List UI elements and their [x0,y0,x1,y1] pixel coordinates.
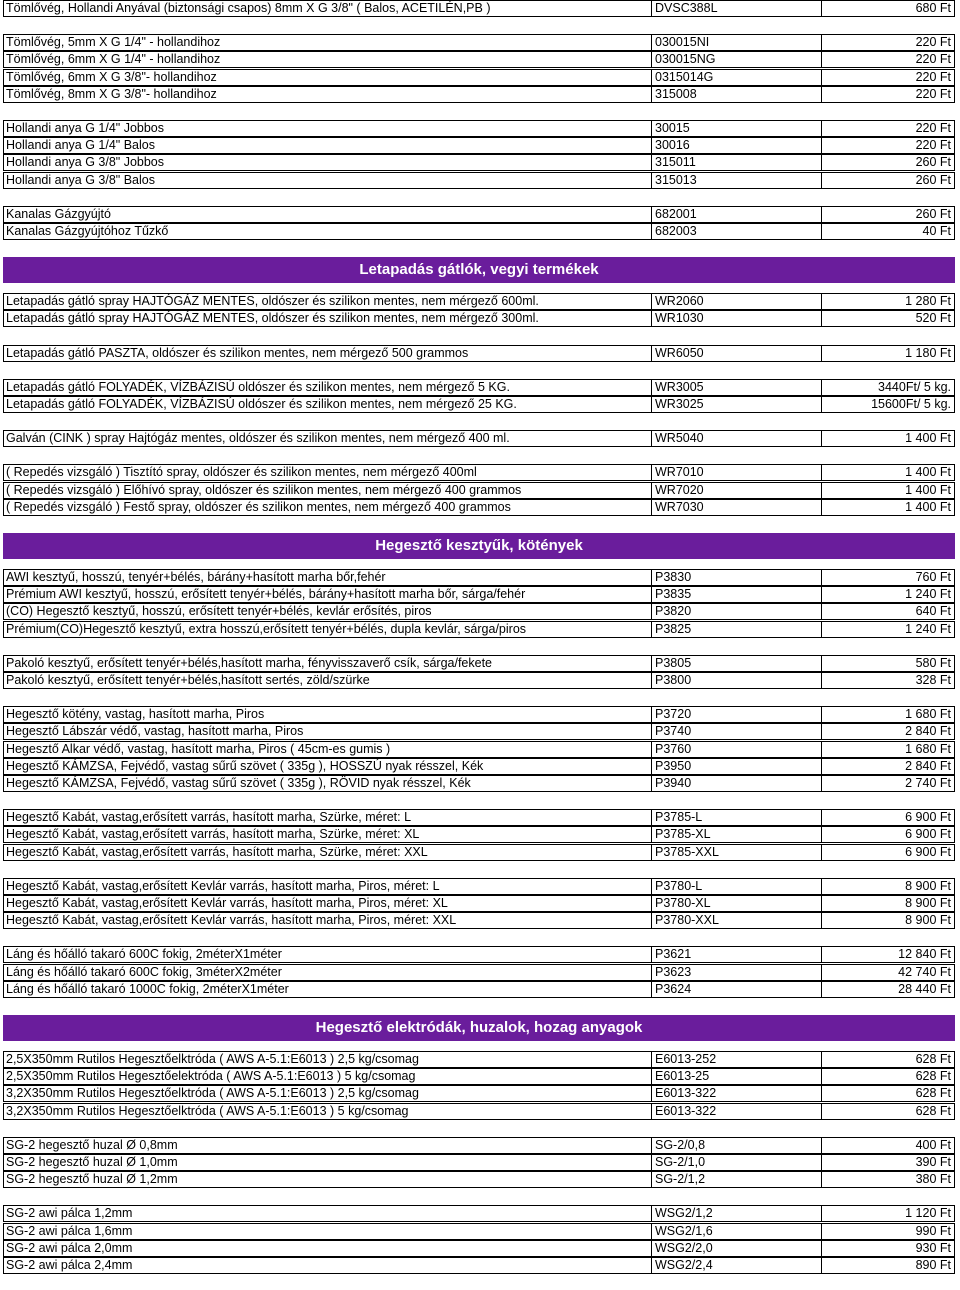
table-row [3,51,955,68]
section-header: Hegesztő elektródák, huzalok, hozag anyagok [3,1015,955,1041]
product-name-cell: Hollandi anya G 3/8" Balos [4,173,652,188]
product-name-cell: SG-2 hegesztő huzal Ø 1,2mm [4,1172,652,1187]
table-row [3,137,955,154]
product-name-cell: Pakoló kesztyű, erősített tenyér+bélés,hasított sertés, zöld/szürke [4,673,652,688]
product-name-cell: Hegesztő Lábszár védő, vastag, hasított marha, Piros [4,724,652,739]
price-cell: 220 Ft [915,87,951,101]
product-name-cell: Láng és hőálló takaró 1000C fokig, 2méterX1méter [4,982,652,997]
table-row [3,1051,955,1068]
table-row [3,603,955,620]
table-row [3,396,955,413]
product-name-cell: Tömlővég, Hollandi Anyával (biztonsági csapos) 8mm X G 3/8" ( Balos, ACETILÉN,PB ) [4,1,652,16]
product-code-cell: WR7010 [652,465,822,480]
table-row [3,912,955,929]
price-cell: 760 Ft [915,570,951,584]
price-cell: 640 Ft [915,604,951,618]
product-name-cell: Tömlővég, 8mm X G 3/8"- hollandihoz [4,87,652,102]
table-row [3,1171,955,1188]
table-row [3,1085,955,1102]
product-code-cell: SG-2/1,0 [652,1155,822,1170]
table-row [3,223,955,240]
table-row [3,379,955,396]
table-row [3,1205,955,1222]
price-cell: 328 Ft [915,673,951,687]
product-code-cell: P3621 [652,947,822,962]
product-code-cell: WR2060 [652,294,822,309]
product-name-cell: Prémium AWI kesztyű, hosszú, erősített tenyér+bélés, bárány+hasított marha bőr, sárga/fehér [4,587,652,602]
price-cell: 220 Ft [915,70,951,84]
product-code-cell: WR6050 [652,346,822,361]
price-cell: 628 Ft [915,1104,951,1118]
price-cell: 1 400 Ft [905,483,951,497]
product-name-cell: Láng és hőálló takaró 600C fokig, 3méterX2méter [4,965,652,980]
table-row [3,1137,955,1154]
price-cell: 8 900 Ft [905,913,951,927]
product-code-cell: E6013-322 [652,1104,822,1119]
price-cell: 930 Ft [915,1241,951,1255]
product-code-cell: P3940 [652,776,822,791]
product-code-cell: P3785-XL [652,827,822,842]
table-row [3,758,955,775]
price-cell: 6 900 Ft [905,845,951,859]
product-code-cell: 30015 [652,121,822,136]
product-name-cell: Tömlővég, 5mm X G 1/4" - hollandihoz [4,35,652,50]
product-name-cell: Hegesztő kötény, vastag, hasított marha, Piros [4,707,652,722]
product-code-cell: P3623 [652,965,822,980]
product-code-cell: 315013 [652,173,822,188]
price-cell: 8 900 Ft [905,879,951,893]
price-cell: 520 Ft [915,311,951,325]
table-row [3,741,955,758]
price-cell: 390 Ft [915,1155,951,1169]
product-name-cell: Prémium(CO)Hegesztő kesztyű, extra hosszú,erősített tenyér+bélés, dupla kevlár, sárga/piros [4,622,652,637]
price-cell: 8 900 Ft [905,896,951,910]
product-name-cell: SG-2 awi pálca 2,4mm [4,1258,652,1273]
product-code-cell: P3950 [652,759,822,774]
product-name-cell: Pakoló kesztyű, erősített tenyér+bélés,hasított marha, fényvisszaverő csík, sárga/fekete [4,656,652,671]
product-code-cell: SG-2/1,2 [652,1172,822,1187]
product-name-cell: Hegesztő Kabát, vastag,erősített Kevlár varrás, hasított marha, Piros, méret: L [4,879,652,894]
product-name-cell: Hegesztő Kabát, vastag,erősített varrás, hasított marha, Szürke, méret: XXL [4,845,652,860]
table-row [3,569,955,586]
product-name-cell: Letapadás gátló FOLYADÉK, VÍZBÁZISÚ oldószer és szilikon mentes, nem mérgező 5 KG. [4,380,652,395]
product-code-cell: P3785-L [652,810,822,825]
price-cell: 680 Ft [915,1,951,15]
table-row [3,86,955,103]
product-code-cell: P3760 [652,742,822,757]
product-name-cell: SG-2 awi pálca 1,2mm [4,1206,652,1221]
product-code-cell: P3805 [652,656,822,671]
product-code-cell: P3785-XXL [652,845,822,860]
table-row [3,655,955,672]
section-header: Letapadás gátlók, vegyi termékek [3,257,955,283]
product-name-cell: Hegesztő Kabát, vastag,erősített Kevlár varrás, hasított marha, Piros, méret: XXL [4,913,652,928]
product-name-cell: Hegesztő KÁMZSA, Fejvédő, vastag sűrű szövet ( 335g ), RÖVID nyak résszel, Kék [4,776,652,791]
price-cell: 890 Ft [915,1258,951,1272]
table-row [3,1103,955,1120]
table-row [3,34,955,51]
product-code-cell: WSG2/2,4 [652,1258,822,1273]
table-row [3,499,955,516]
product-name-cell: Hegesztő Alkar védő, vastag, hasított marha, Piros ( 45cm-es gumis ) [4,742,652,757]
product-code-cell: P3780-XL [652,896,822,911]
price-cell: 1 120 Ft [905,1206,951,1220]
product-code-cell: 682001 [652,207,822,222]
table-row [3,964,955,981]
product-name-cell: 3,2X350mm Rutilos Hegesztőelktróda ( AWS A-5.1:E6013 ) 2,5 kg/csomag [4,1086,652,1101]
product-code-cell: 682003 [652,224,822,239]
price-cell: 220 Ft [915,138,951,152]
product-name-cell: SG-2 hegesztő huzal Ø 1,0mm [4,1155,652,1170]
price-cell: 628 Ft [915,1052,951,1066]
product-name-cell: Letapadás gátló spray HAJTÓGÁZ MENTES, oldószer és szilikon mentes, nem mérgező 600ml. [4,294,652,309]
price-cell: 2 840 Ft [905,724,951,738]
product-code-cell: P3780-XXL [652,913,822,928]
product-code-cell: P3624 [652,982,822,997]
product-name-cell: Hollandi anya G 1/4" Jobbos [4,121,652,136]
price-cell: 1 280 Ft [905,294,951,308]
price-cell: 990 Ft [915,1224,951,1238]
table-row [3,1068,955,1085]
product-code-cell: 030015NI [652,35,822,50]
price-cell: 220 Ft [915,35,951,49]
product-name-cell: SG-2 hegesztő huzal Ø 0,8mm [4,1138,652,1153]
price-cell: 220 Ft [915,121,951,135]
product-name-cell: (CO) Hegesztő kesztyű, hosszú, erősített tenyér+bélés, kevlár erősítés, piros [4,604,652,619]
table-row [3,878,955,895]
price-cell: 1 240 Ft [905,587,951,601]
product-code-cell: P3830 [652,570,822,585]
table-row [3,844,955,861]
product-name-cell: Hegesztő KÁMZSA, Fejvédő, vastag sűrű szövet ( 335g ), HOSSZÚ nyak résszel, Kék [4,759,652,774]
product-code-cell: 0315014G [652,70,822,85]
product-code-cell: WSG2/1,2 [652,1206,822,1221]
table-row [3,981,955,998]
product-name-cell: Hegesztő Kabát, vastag,erősített varrás, hasított marha, Szürke, méret: XL [4,827,652,842]
product-code-cell: 315008 [652,87,822,102]
product-name-cell: 2,5X350mm Rutilos Hegesztőelektróda ( AWS A-5.1:E6013 ) 5 kg/csomag [4,1069,652,1084]
product-code-cell: P3720 [652,707,822,722]
price-cell: 1 400 Ft [905,500,951,514]
table-row [3,482,955,499]
price-cell: 380 Ft [915,1172,951,1186]
table-row [3,621,955,638]
table-row [3,1154,955,1171]
price-cell: 220 Ft [915,52,951,66]
product-code-cell: E6013-322 [652,1086,822,1101]
price-cell: 2 840 Ft [905,759,951,773]
product-name-cell: ( Repedés vizsgáló ) Festő spray, oldószer és szilikon mentes, nem mérgező 400 grammos [4,500,652,515]
table-row [3,706,955,723]
product-code-cell: WSG2/2,0 [652,1241,822,1256]
product-code-cell: WR7030 [652,500,822,515]
table-row [3,775,955,792]
product-name-cell: Hollandi anya G 3/8" Jobbos [4,155,652,170]
product-code-cell: E6013-252 [652,1052,822,1067]
product-name-cell: SG-2 awi pálca 1,6mm [4,1224,652,1239]
table-row [3,69,955,86]
product-name-cell: Hegesztő Kabát, vastag,erősített Kevlár varrás, hasított marha, Piros, méret: XL [4,896,652,911]
product-name-cell: ( Repedés vizsgáló ) Előhívó spray, oldószer és szilikon mentes, nem mérgező 400 grammos [4,483,652,498]
price-cell: 6 900 Ft [905,827,951,841]
product-code-cell: DVSC388L [652,1,822,16]
table-row [3,430,955,447]
price-cell: 1 680 Ft [905,742,951,756]
product-code-cell: E6013-25 [652,1069,822,1084]
price-cell: 580 Ft [915,656,951,670]
product-name-cell: Galván (CINK ) spray Hajtógáz mentes, oldószer és szilikon mentes, nem mérgező 400 ml. [4,431,652,446]
table-row [3,464,955,481]
table-row [3,826,955,843]
price-cell: 28 440 Ft [898,982,951,996]
product-code-cell: WR5040 [652,431,822,446]
price-cell: 42 740 Ft [898,965,951,979]
table-row [3,672,955,689]
table-row [3,154,955,171]
product-code-cell: 030015NG [652,52,822,67]
product-name-cell: Hollandi anya G 1/4" Balos [4,138,652,153]
price-cell: 3440Ft/ 5 kg. [878,380,951,394]
product-code-cell: P3740 [652,724,822,739]
product-code-cell: 30016 [652,138,822,153]
product-code-cell: P3825 [652,622,822,637]
price-cell: 260 Ft [915,155,951,169]
product-code-cell: WR7020 [652,483,822,498]
price-cell: 628 Ft [915,1069,951,1083]
product-name-cell: Hegesztő Kabát, vastag,erősített varrás, hasított marha, Szürke, méret: L [4,810,652,825]
product-name-cell: ( Repedés vizsgáló ) Tisztító spray, oldószer és szilikon mentes, nem mérgező 400ml [4,465,652,480]
price-cell: 40 Ft [922,224,951,238]
table-row [3,1223,955,1240]
table-row [3,206,955,223]
product-name-cell: Letapadás gátló PASZTA, oldószer és szilikon mentes, nem mérgező 500 grammos [4,346,652,361]
price-cell: 2 740 Ft [905,776,951,790]
product-name-cell: Kanalas Gázgyújtó [4,207,652,222]
product-name-cell: Kanalas Gázgyújtóhoz Tűzkő [4,224,652,239]
table-row [3,120,955,137]
product-name-cell: Letapadás gátló FOLYADÉK, VÍZBÁZISÚ oldószer és szilikon mentes, nem mérgező 25 KG. [4,397,652,412]
product-code-cell: SG-2/0,8 [652,1138,822,1153]
price-cell: 1 240 Ft [905,622,951,636]
table-row [3,723,955,740]
product-name-cell: 3,2X350mm Rutilos Hegesztőelktróda ( AWS A-5.1:E6013 ) 5 kg/csomag [4,1104,652,1119]
price-cell: 628 Ft [915,1086,951,1100]
table-row [3,345,955,362]
table-row [3,172,955,189]
product-code-cell: P3780-L [652,879,822,894]
product-code-cell: P3820 [652,604,822,619]
table-row [3,809,955,826]
product-name-cell: Láng és hőálló takaró 600C fokig, 2méterX1méter [4,947,652,962]
table-row [3,1240,955,1257]
table-row [3,946,955,963]
price-cell: 1 400 Ft [905,465,951,479]
product-code-cell: WR1030 [652,311,822,326]
product-code-cell: WR3005 [652,380,822,395]
table-row [3,310,955,327]
section-header: Hegesztő kesztyűk, kötények [3,533,955,559]
price-cell: 1 400 Ft [905,431,951,445]
price-cell: 1 680 Ft [905,707,951,721]
product-name-cell: SG-2 awi pálca 2,0mm [4,1241,652,1256]
product-name-cell: Tömlővég, 6mm X G 1/4" - hollandihoz [4,52,652,67]
price-cell: 1 180 Ft [905,346,951,360]
product-code-cell: WR3025 [652,397,822,412]
product-name-cell: AWI kesztyű, hosszú, tenyér+bélés, bárány+hasított marha bőr,fehér [4,570,652,585]
table-row [3,1257,955,1274]
price-cell: 12 840 Ft [898,947,951,961]
product-code-cell: 315011 [652,155,822,170]
product-code-cell: WSG2/1,6 [652,1224,822,1239]
price-cell: 400 Ft [915,1138,951,1152]
table-row [3,895,955,912]
product-code-cell: P3800 [652,673,822,688]
table-row [3,586,955,603]
price-cell: 15600Ft/ 5 kg. [871,397,951,411]
product-name-cell: Letapadás gátló spray HAJTÓGÁZ MENTES, oldószer és szilikon mentes, nem mérgező 300ml. [4,311,652,326]
price-cell: 260 Ft [915,173,951,187]
table-row [3,293,955,310]
price-cell: 6 900 Ft [905,810,951,824]
product-code-cell: P3835 [652,587,822,602]
product-name-cell: 2,5X350mm Rutilos Hegesztőelktróda ( AWS A-5.1:E6013 ) 2,5 kg/csomag [4,1052,652,1067]
table-row [3,0,955,17]
product-name-cell: Tömlővég, 6mm X G 3/8"- hollandihoz [4,70,652,85]
price-cell: 260 Ft [915,207,951,221]
